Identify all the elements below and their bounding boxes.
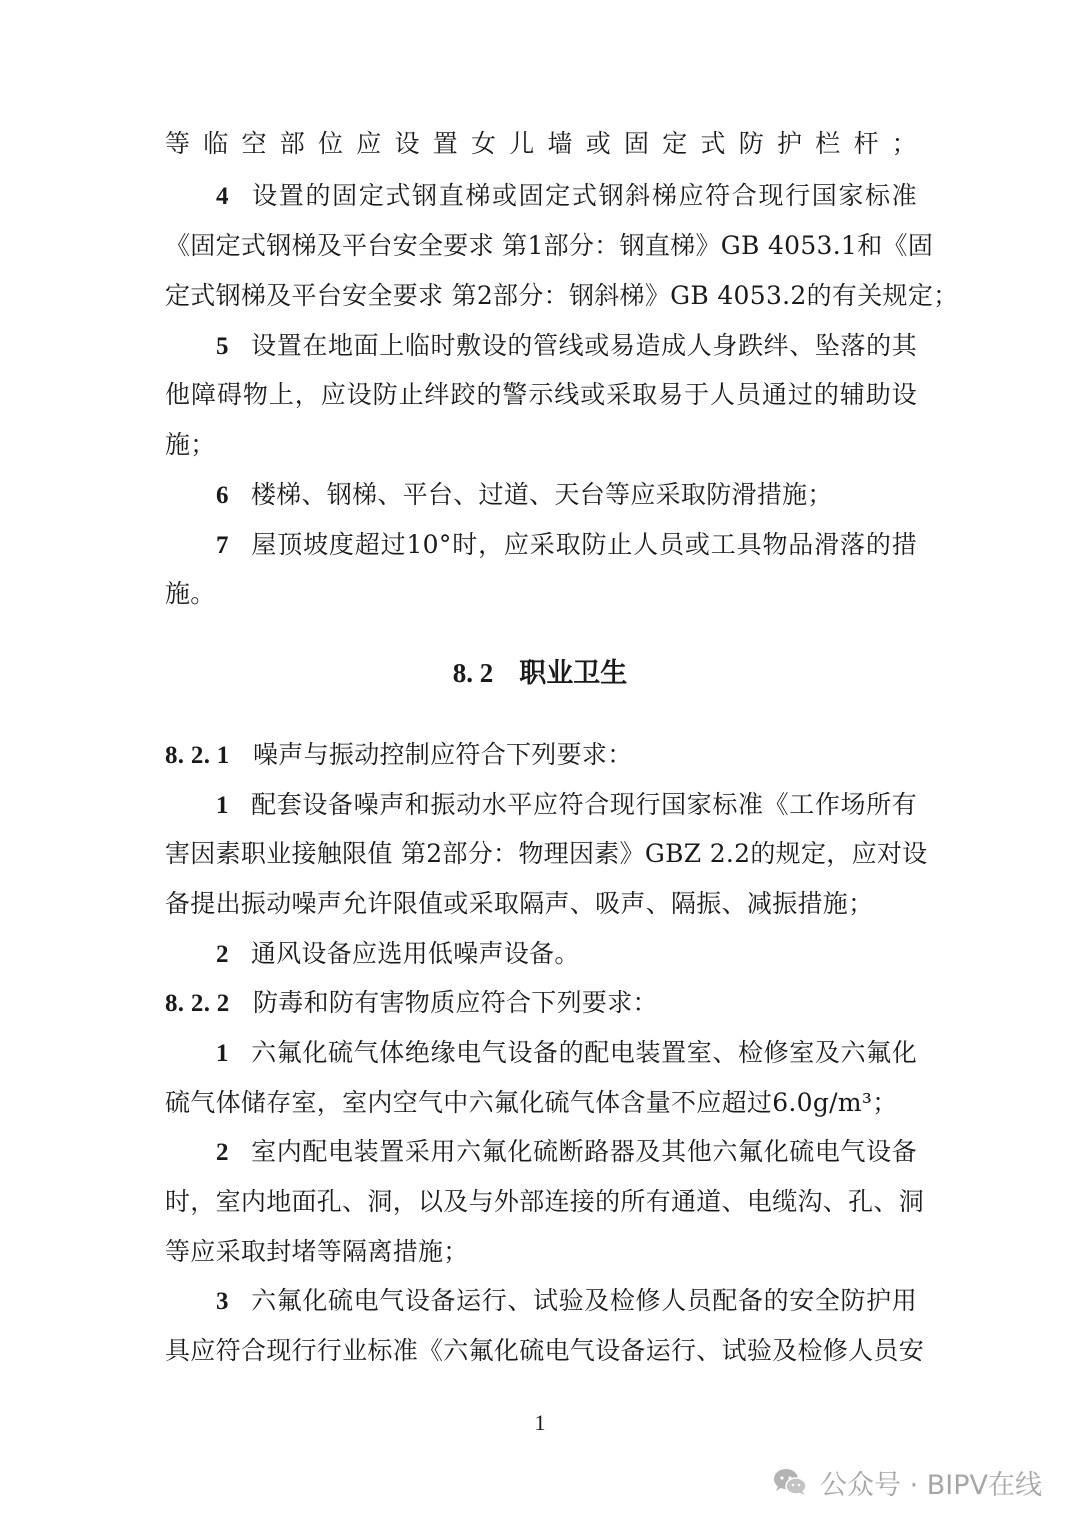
item-number: 2 [216,1139,229,1166]
clause-line: 8. 2. 2 防毒和防有害物质应符合下列要求： [165,985,917,1022]
section-number: 8. 2 [452,658,494,688]
item-number: 7 [216,532,229,559]
paragraph-line: 硫气体储存室，室内空气中六氟化硫气体含量不应超过6.0g/m³； [165,1088,898,1117]
watermark [772,1462,1042,1502]
item-number: 3 [216,1288,229,1315]
paragraph-line: 《固定式钢梯及平台安全要求 第1部分：钢直梯》GB 4053.1和《固 [165,231,934,260]
page-number: 1 [534,1410,546,1435]
list-item-first-line: 3 六氟化硫电气设备运行、试验及检修人员配备的安全防护用 [216,1283,917,1320]
paragraph-line: 等临空部位应设置女儿墙或固定式防护栏杆； [165,129,917,158]
item-number: 1 [216,792,229,819]
paragraph-line: 等应采取封堵等隔离措施； [165,1237,469,1266]
paragraph-line: 施。 [165,579,216,608]
paragraph-line: 害因素职业接触限值 第2部分：物理因素》GBZ 2.2的规定，应对设 [165,839,928,868]
paragraph-line: 定式钢梯及平台安全要求 第2部分：钢斜梯》GB 4053.2的有关规定； [165,281,959,310]
item-number: 2 [216,941,229,968]
wechat-icon [772,1467,808,1497]
paragraph-line: 备提出振动噪声允许限值或采取隔声、吸声、隔振、减振措施； [165,889,874,918]
list-item-first-line: 5 设置在地面上临时敷设的管线或易造成人身跌绊、坠落的其 [216,328,917,365]
clause-number: 8. 2. 1 [165,742,230,769]
section-heading [0,654,1080,693]
item-number: 1 [216,1040,229,1067]
clause-line: 8. 2. 1 噪声与振动控制应符合下列要求： [165,737,917,774]
paragraph-line: 时，室内地面孔、洞，以及与外部连接的所有通道、电缆沟、孔、洞 [165,1187,925,1216]
list-item-first-line: 1 六氟化硫气体绝缘电气设备的配电装置室、检修室及六氟化 [216,1035,917,1072]
list-item-first-line: 4 设置的固定式钢直梯或固定式钢斜梯应符合现行国家标准 [216,178,917,215]
paragraph-line: 具应符合现行行业标准《六氟化硫电气设备运行、试验及检修人员安 [165,1336,925,1365]
list-item-first-line: 1 配套设备噪声和振动水平应符合现行国家标准《工作场所有 [216,787,917,824]
section-title: 职业卫生 [519,658,628,689]
clause-number: 8. 2. 2 [165,990,230,1017]
paragraph-line: 施； [165,430,216,459]
item-number: 4 [216,183,229,210]
list-item-first-line: 2 通风设备应选用低噪声设备。 [216,936,917,973]
list-item-first-line: 6 楼梯、钢梯、平台、过道、天台等应采取防滑措施； [216,477,917,514]
paragraph-line: 他障碍物上，应设防止绊跤的警示线或采取易于人员通过的辅助设 [165,380,917,409]
list-item-first-line: 7 屋顶坡度超过10°时，应采取防止人员或工具物品滑落的措 [216,527,917,564]
item-number: 5 [216,333,229,360]
list-item-first-line: 2 室内配电装置采用六氟化硫断路器及其他六氟化硫电气设备 [216,1134,917,1171]
watermark-text: 公众号 · BIPV在线 [820,1469,1042,1501]
item-number: 6 [216,482,229,509]
